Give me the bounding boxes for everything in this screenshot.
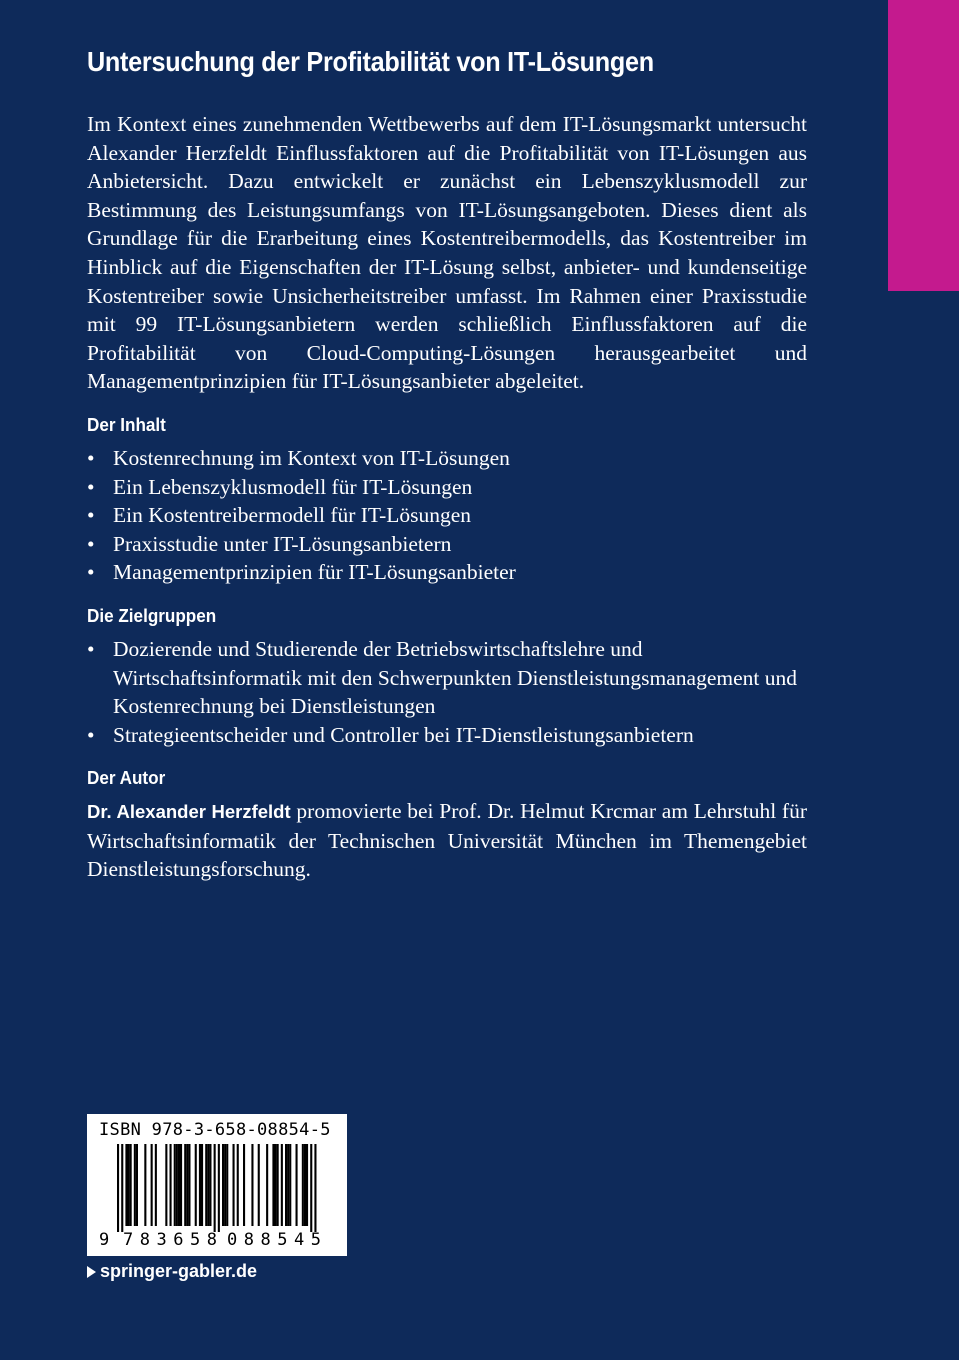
barcode-first-digit: 9: [99, 1230, 110, 1250]
barcode-bar: [165, 1144, 167, 1226]
magenta-accent-bar: [888, 0, 959, 291]
barcode-bar: [134, 1144, 136, 1226]
list-item: • Strategieentscheider und Controller bei IT-Dienstleistungsanbietern: [87, 721, 807, 750]
barcode-bar: [144, 1144, 146, 1226]
triangle-arrow-icon: [87, 1266, 96, 1278]
isbn-barcode: [87, 1114, 347, 1256]
list-item: • Praxisstudie unter IT-Lösungsanbietern: [87, 530, 807, 559]
barcode-bar: [266, 1144, 268, 1226]
author-name: Dr. Alexander Herzfeldt: [87, 801, 291, 823]
isbn-label: ISBN 978-3-658-08854-5: [99, 1120, 331, 1140]
barcode-bar: [125, 1144, 127, 1226]
barcode-bar: [199, 1144, 201, 1226]
bullet-icon: •: [87, 560, 95, 585]
barcode-bar: [237, 1144, 239, 1226]
barcode-bar: [272, 1144, 274, 1226]
intro-paragraph: Im Kontext eines zunehmenden Wettbewerbs auf dem IT-Lösungsmarkt untersucht Alexander Herzfeldt Einflussfaktoren auf die Profitabilität von IT-Lösungen aus Anbietersicht. Dazu entwickelt er zunächst ein Lebenszyklusmodell zur Bestimmung des Leistungsumfangs von IT-Lösungsangeboten. Dieses dient als Grundlage für die Erarbeitung eines Kostentreibermodells, das Kostentreiber im Hinblick auf die Eigenschaften der IT-Lösung selbst, anbieter- und kundenseitige Kostentreiber sowie Unsicherheitstreiber umfasst. Im Rahmen einer Praxisstudie mit 99 IT-Lösungsanbietern werden schließlich Einflussfaktoren auf die Profitabilität von Cloud-Computing-Lösungen herausgearbeitet und Managementprinzipien für IT-Lösungsanbieter abgeleitet.: [87, 112, 807, 394]
barcode-bar: [275, 1144, 277, 1226]
barcode-bar: [287, 1144, 289, 1226]
barcode-bar: [222, 1144, 224, 1226]
website-label: springer-gabler.de: [100, 1261, 258, 1281]
barcode-bar: [310, 1144, 312, 1232]
barcode-bar: [184, 1144, 186, 1226]
barcode-bar: [304, 1144, 306, 1226]
barcode-bar: [209, 1144, 211, 1226]
barcode-bar: [285, 1144, 287, 1226]
barcode-bar: [188, 1144, 190, 1226]
page-title: Untersuchung der Profitabilität von IT-Lösungen: [87, 46, 654, 77]
bullet-icon: •: [87, 474, 95, 499]
barcode-bar: [121, 1144, 123, 1232]
barcode-bar: [302, 1144, 304, 1226]
barcode-bar: [180, 1144, 182, 1226]
list-item: • Dozierende und Studierende der Betriebswirtschaftslehre und Wirtschaftsinformatik mit den Schwerpunkten Dienstleistungsmanagement und Kostenrechnung bei Dienstleistungen: [87, 636, 798, 719]
bullet-icon: •: [87, 636, 95, 661]
barcode-bar: [281, 1144, 283, 1226]
barcode-bar: [296, 1144, 298, 1226]
publisher-website[interactable]: [87, 1261, 257, 1282]
list-item: • Ein Lebenszyklusmodell für IT-Lösungen: [87, 473, 807, 502]
zielgruppen-list: [87, 635, 807, 749]
autor-heading: Der Autor: [87, 768, 166, 789]
barcode-bar: [178, 1144, 180, 1226]
barcode-bar: [277, 1144, 279, 1226]
barcode-bar: [130, 1144, 132, 1226]
bullet-icon: •: [87, 445, 95, 470]
barcode-bar: [306, 1144, 308, 1226]
barcode-bar: [155, 1144, 157, 1226]
barcode-bar: [218, 1144, 220, 1232]
author-bio: promovierte bei Prof. Dr. Helmut Krcmar am Lehrstuhl für Wirtschaftsinformatik der Technischen Universität München im Themengebiet Dienstleistungsforschung.: [87, 799, 807, 882]
barcode-bar: [251, 1144, 253, 1226]
barcode-bar: [186, 1144, 188, 1226]
barcode-bar: [214, 1144, 216, 1232]
zielgruppen-heading: Die Zielgruppen: [87, 605, 217, 626]
list-item: • Managementprinzipien für IT-Lösungsanbieter: [87, 558, 807, 587]
barcode-bar: [207, 1144, 209, 1226]
barcode-bar: [258, 1144, 260, 1226]
barcode-bar: [176, 1144, 178, 1226]
bullet-icon: •: [87, 722, 95, 747]
barcode-bar: [226, 1144, 228, 1226]
inhalt-list: [87, 444, 807, 587]
bullet-icon: •: [87, 503, 95, 528]
barcode-left-digits: 783658: [123, 1230, 217, 1250]
barcode-bar: [174, 1144, 176, 1226]
barcode-icon: [87, 1114, 347, 1256]
barcode-bar: [224, 1144, 226, 1226]
barcode-bar: [117, 1144, 119, 1232]
barcode-bar: [195, 1144, 197, 1226]
barcode-bar: [151, 1144, 153, 1226]
barcode-bar: [233, 1144, 235, 1226]
back-cover-text: [87, 42, 807, 884]
author-paragraph: [87, 797, 807, 884]
barcode-bar: [314, 1144, 316, 1232]
barcode-bar: [289, 1144, 291, 1226]
list-item: • Kostenrechnung im Kontext von IT-Lösungen: [87, 444, 807, 473]
barcode-bar: [205, 1144, 207, 1226]
barcode-bar: [136, 1144, 138, 1226]
bullet-icon: •: [87, 531, 95, 556]
inhalt-heading: Der Inhalt: [87, 414, 166, 435]
barcode-bar: [128, 1144, 130, 1226]
list-item: • Ein Kostentreibermodell für IT-Lösungen: [87, 501, 807, 530]
barcode-bar: [170, 1144, 172, 1226]
barcode-bar: [243, 1144, 245, 1226]
barcode-bar: [201, 1144, 203, 1226]
barcode-right-digits: 088545: [227, 1230, 321, 1250]
